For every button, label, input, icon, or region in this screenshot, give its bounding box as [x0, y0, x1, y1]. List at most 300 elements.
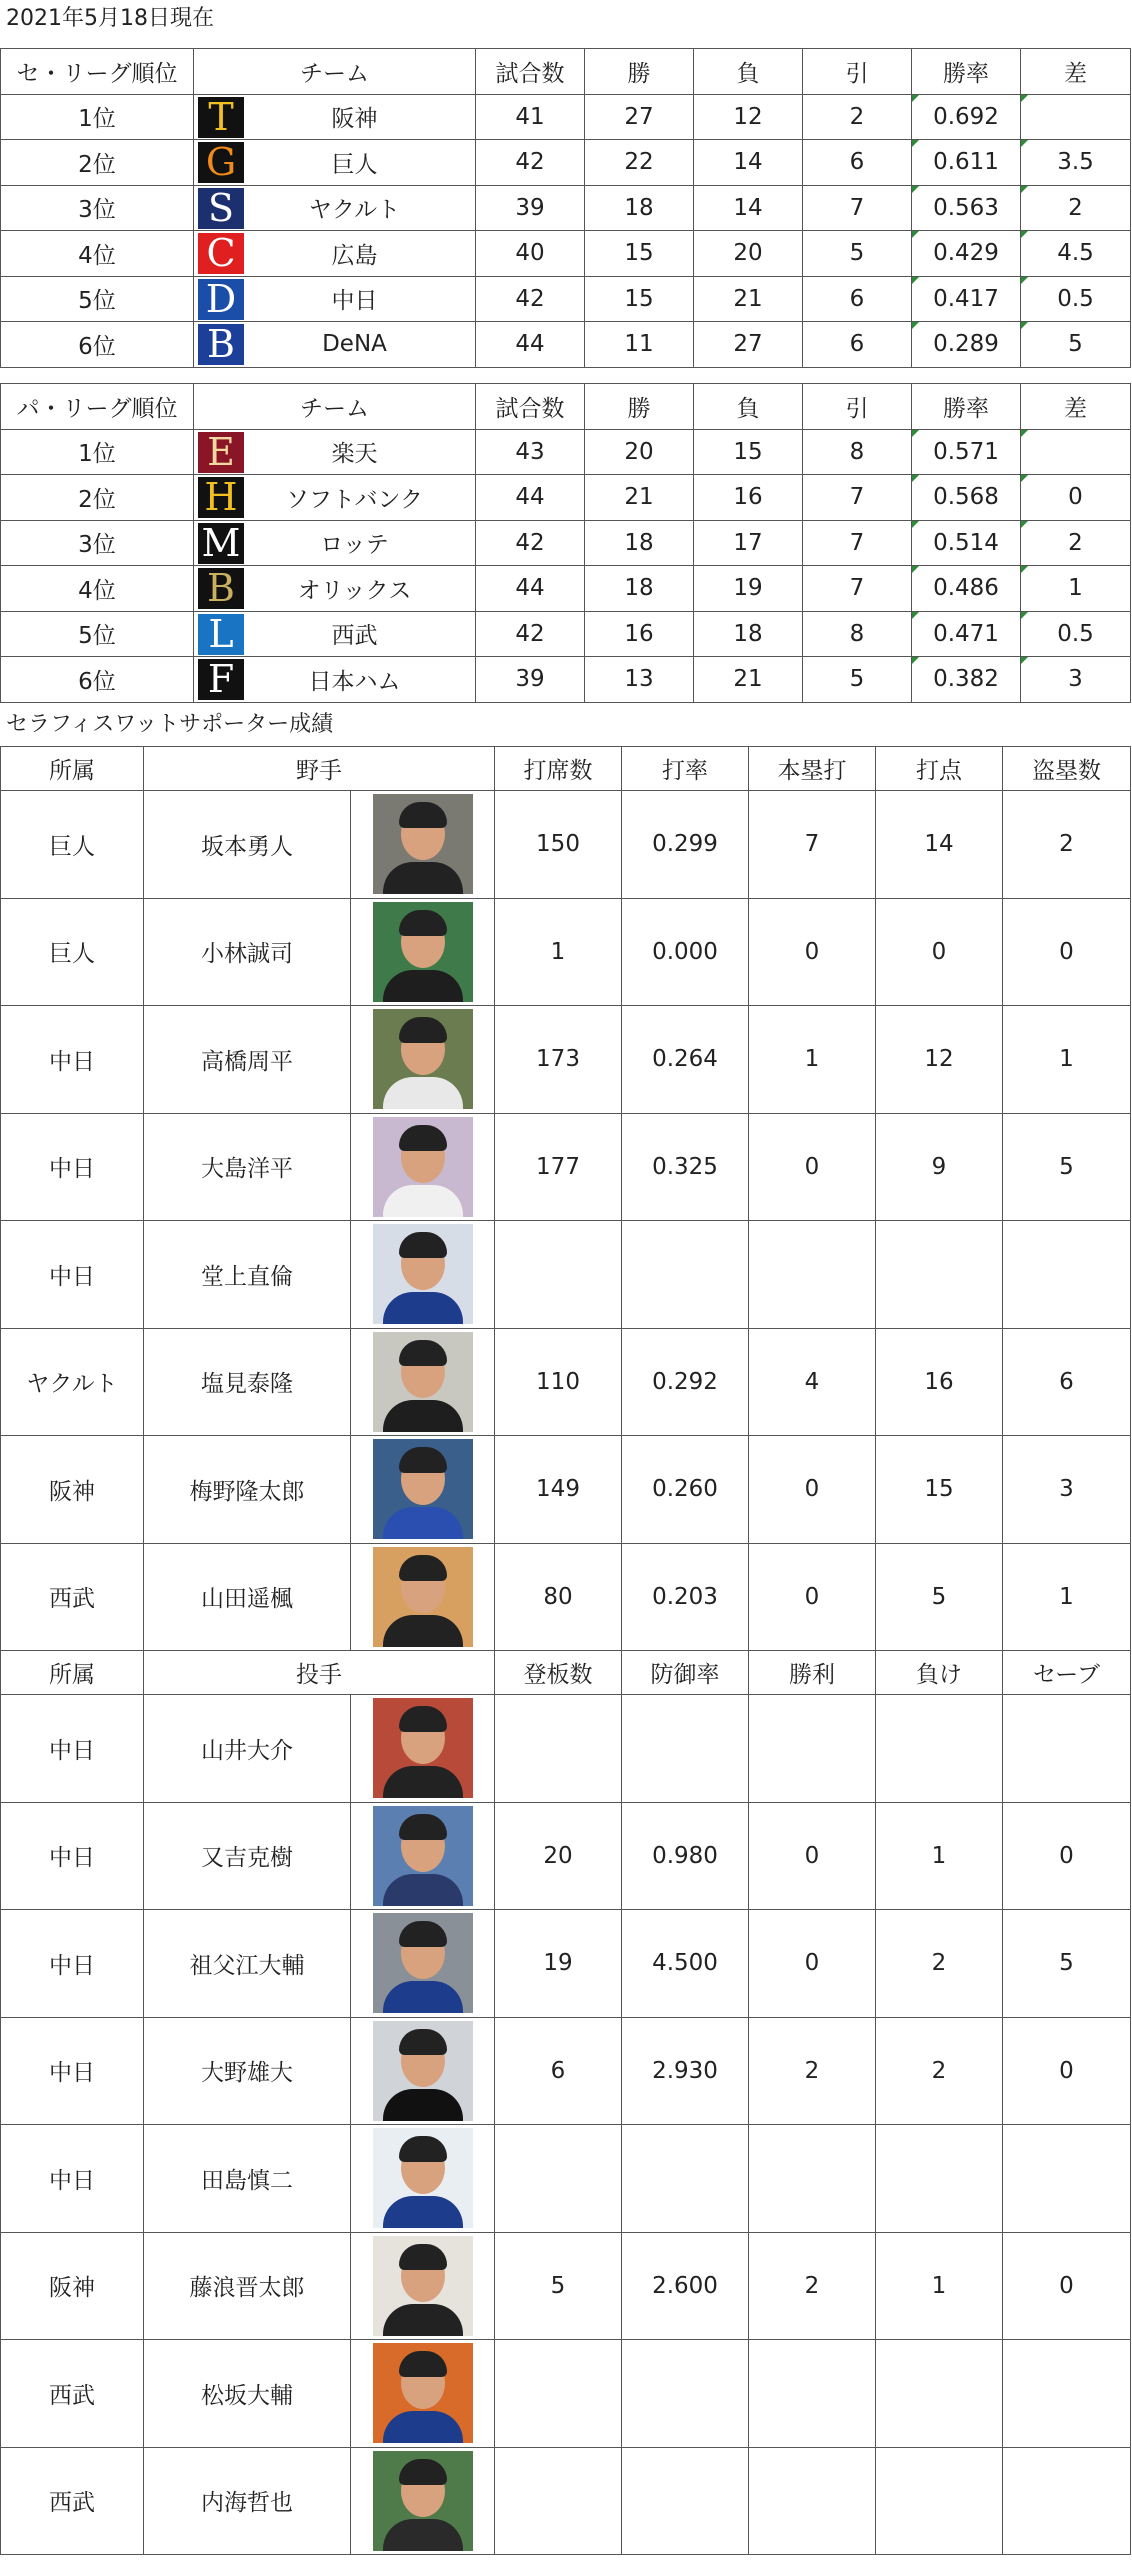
team-cell [194, 520, 476, 566]
appearances-cell [495, 2447, 622, 2555]
column-header: 投手 [144, 1651, 495, 1695]
photo-cell [351, 1802, 495, 1910]
wins-cell [749, 2340, 876, 2448]
wins-cell: 20 [585, 429, 694, 475]
appearances-cell [495, 1695, 622, 1803]
player-row [1, 898, 1131, 1006]
team-name: 楽天 [331, 441, 378, 468]
losses-cell: 16 [694, 475, 803, 521]
standings-row [1, 566, 1131, 612]
player-name: 大島洋平 [144, 1113, 351, 1221]
win-pct-cell: 0.571 [912, 429, 1021, 475]
draws-cell: 6 [803, 322, 912, 368]
draws-cell: 7 [803, 475, 912, 521]
player-row [1, 1113, 1131, 1221]
wins-cell: 18 [585, 520, 694, 566]
home-runs-cell: 7 [749, 791, 876, 899]
date-caption: 2021年5月18日現在 [6, 6, 214, 31]
column-header: 負 [694, 49, 803, 95]
team-logo: M [198, 523, 244, 564]
column-header: 負け [876, 1651, 1003, 1695]
player-name: 小林誠司 [144, 898, 351, 1006]
games-behind-cell: 0 [1021, 475, 1131, 521]
draws-cell: 8 [803, 611, 912, 657]
wins-cell: 13 [585, 657, 694, 703]
team-cell [194, 475, 476, 521]
player-row [1, 1910, 1131, 2018]
win-pct-cell: 0.417 [912, 276, 1021, 322]
batting-avg-cell: 0.325 [622, 1113, 749, 1221]
column-header: 所属 [1, 1651, 144, 1695]
player-name: 内海哲也 [144, 2447, 351, 2555]
losses-cell: 1 [876, 1802, 1003, 1910]
team-logo: L [198, 614, 244, 655]
home-runs-cell: 1 [749, 1006, 876, 1114]
era-cell [622, 2125, 749, 2233]
team-name: オリックス [297, 577, 412, 604]
rbi-cell: 16 [876, 1328, 1003, 1436]
wins-cell: 27 [585, 94, 694, 140]
photo-cell [351, 791, 495, 899]
team-name: ソフトバンク [285, 486, 424, 513]
team-logo: B [198, 568, 244, 609]
saves-cell: 5 [1003, 1910, 1131, 2018]
team-cell [194, 185, 476, 231]
rbi-cell: 5 [876, 1543, 1003, 1651]
team-logo: B [198, 324, 244, 365]
column-header: 登板数 [495, 1651, 622, 1695]
losses-cell: 1 [876, 2232, 1003, 2340]
player-row [1, 2232, 1131, 2340]
team-cell: 阪神 [1, 1436, 144, 1544]
games-behind-cell: 5 [1021, 322, 1131, 368]
photo-cell [351, 1221, 495, 1329]
player-photo [373, 2451, 473, 2551]
plate-appearances-cell: 80 [495, 1543, 622, 1651]
win-pct-cell: 0.486 [912, 566, 1021, 612]
games-cell: 42 [476, 611, 585, 657]
team-logo: E [198, 432, 244, 473]
photo-cell [351, 1436, 495, 1544]
column-header: チーム [194, 49, 476, 95]
games-behind-cell: 0.5 [1021, 276, 1131, 322]
photo-cell [351, 2017, 495, 2125]
games-cell: 42 [476, 520, 585, 566]
saves-cell [1003, 2340, 1131, 2448]
player-photo [373, 794, 473, 894]
rank-cell: 4位 [1, 566, 194, 612]
photo-cell [351, 2340, 495, 2448]
stolen-bases-cell: 1 [1003, 1006, 1131, 1114]
player-name: 坂本勇人 [144, 791, 351, 899]
player-name: 塩見泰隆 [144, 1328, 351, 1436]
standings-row [1, 94, 1131, 140]
column-header: 勝 [585, 384, 694, 430]
standings-row [1, 657, 1131, 703]
team-cell: 中日 [1, 1006, 144, 1114]
player-row [1, 1006, 1131, 1114]
player-name: 祖父江大輔 [144, 1910, 351, 2018]
era-cell: 4.500 [622, 1910, 749, 2018]
player-name: 高橋周平 [144, 1006, 351, 1114]
player-photo [373, 2236, 473, 2336]
player-photo [373, 1698, 473, 1798]
draws-cell: 2 [803, 94, 912, 140]
player-row [1, 2447, 1131, 2555]
team-cell: 中日 [1, 1802, 144, 1910]
team-name: DeNA [322, 331, 387, 358]
rank-cell: 3位 [1, 520, 194, 566]
batting-avg-cell: 0.299 [622, 791, 749, 899]
column-header: 打席数 [495, 747, 622, 791]
win-pct-cell: 0.382 [912, 657, 1021, 703]
table-header-row [1, 1651, 1131, 1695]
games-behind-cell [1021, 94, 1131, 140]
win-pct-cell: 0.514 [912, 520, 1021, 566]
plate-appearances-cell: 177 [495, 1113, 622, 1221]
appearances-cell [495, 2340, 622, 2448]
losses-cell [876, 2447, 1003, 2555]
losses-cell: 17 [694, 520, 803, 566]
team-name: 日本ハム [308, 668, 401, 695]
stolen-bases-cell [1003, 1221, 1131, 1329]
player-photo [373, 1009, 473, 1109]
column-header: 試合数 [476, 384, 585, 430]
standings-row [1, 322, 1131, 368]
appearances-cell: 20 [495, 1802, 622, 1910]
stolen-bases-cell: 1 [1003, 1543, 1131, 1651]
losses-cell: 15 [694, 429, 803, 475]
player-name: 田島慎二 [144, 2125, 351, 2233]
win-pct-cell: 0.611 [912, 140, 1021, 186]
losses-cell: 19 [694, 566, 803, 612]
wins-cell: 0 [749, 1802, 876, 1910]
player-row [1, 2340, 1131, 2448]
wins-cell: 16 [585, 611, 694, 657]
wins-cell [749, 2447, 876, 2555]
rbi-cell: 9 [876, 1113, 1003, 1221]
batting-avg-cell: 0.260 [622, 1436, 749, 1544]
team-cell [194, 231, 476, 277]
losses-cell: 27 [694, 322, 803, 368]
column-header: 勝利 [749, 1651, 876, 1695]
rbi-cell: 14 [876, 791, 1003, 899]
draws-cell: 6 [803, 276, 912, 322]
wins-cell: 0 [749, 1910, 876, 2018]
player-name: 大野雄大 [144, 2017, 351, 2125]
team-name: ロッテ [320, 532, 389, 559]
rank-cell: 6位 [1, 322, 194, 368]
standings-row [1, 276, 1131, 322]
wins-cell: 22 [585, 140, 694, 186]
table-header-row [1, 384, 1131, 430]
games-cell: 40 [476, 231, 585, 277]
draws-cell: 7 [803, 520, 912, 566]
wins-cell: 18 [585, 185, 694, 231]
era-cell: 2.600 [622, 2232, 749, 2340]
player-name: 藤浪晋太郎 [144, 2232, 351, 2340]
player-row [1, 2017, 1131, 2125]
supporters-caption: セラフィスワットサポーター成績 [6, 712, 334, 737]
era-cell [622, 1695, 749, 1803]
column-header: 試合数 [476, 49, 585, 95]
player-name: 山井大介 [144, 1695, 351, 1803]
player-photo [373, 2021, 473, 2121]
photo-cell [351, 1543, 495, 1651]
standings-row [1, 475, 1131, 521]
team-cell [194, 566, 476, 612]
central-league-standings-table [0, 48, 1131, 368]
player-photo [373, 1224, 473, 1324]
wins-cell: 2 [749, 2017, 876, 2125]
rbi-cell [876, 1221, 1003, 1329]
saves-cell [1003, 1695, 1131, 1803]
team-name: 阪神 [331, 106, 378, 133]
era-cell: 2.930 [622, 2017, 749, 2125]
losses-cell: 2 [876, 2017, 1003, 2125]
home-runs-cell [749, 1221, 876, 1329]
wins-cell: 11 [585, 322, 694, 368]
column-header: 差 [1021, 49, 1131, 95]
games-cell: 39 [476, 185, 585, 231]
team-name: 中日 [331, 288, 378, 315]
appearances-cell: 5 [495, 2232, 622, 2340]
player-name: 山田遥楓 [144, 1543, 351, 1651]
era-cell: 0.980 [622, 1802, 749, 1910]
rank-cell: 5位 [1, 276, 194, 322]
losses-cell: 14 [694, 185, 803, 231]
photo-cell [351, 1695, 495, 1803]
team-cell: 西武 [1, 1543, 144, 1651]
games-behind-cell: 2 [1021, 520, 1131, 566]
rank-cell: 4位 [1, 231, 194, 277]
standings-row [1, 520, 1131, 566]
team-name: ヤクルト [308, 197, 401, 224]
player-row [1, 1802, 1131, 1910]
team-cell [194, 140, 476, 186]
draws-cell: 7 [803, 185, 912, 231]
team-cell: 中日 [1, 1910, 144, 2018]
column-header: セーブ [1003, 1651, 1131, 1695]
saves-cell [1003, 2125, 1131, 2233]
photo-cell [351, 1113, 495, 1221]
team-cell: 中日 [1, 1695, 144, 1803]
team-cell: 西武 [1, 2447, 144, 2555]
wins-cell: 15 [585, 231, 694, 277]
draws-cell: 6 [803, 140, 912, 186]
player-row [1, 791, 1131, 899]
column-header: 本塁打 [749, 747, 876, 791]
column-header: セ・リーグ順位 [1, 49, 194, 95]
draws-cell: 5 [803, 657, 912, 703]
player-row [1, 1436, 1131, 1544]
standings-row [1, 611, 1131, 657]
games-behind-cell: 3.5 [1021, 140, 1131, 186]
games-cell: 43 [476, 429, 585, 475]
era-cell [622, 2340, 749, 2448]
team-cell: 巨人 [1, 791, 144, 899]
player-row [1, 1328, 1131, 1436]
appearances-cell: 6 [495, 2017, 622, 2125]
games-cell: 44 [476, 475, 585, 521]
player-row [1, 1695, 1131, 1803]
team-logo: S [198, 188, 244, 229]
column-header: 勝 [585, 49, 694, 95]
column-header: 引 [803, 49, 912, 95]
games-cell: 42 [476, 276, 585, 322]
wins-cell [749, 2125, 876, 2233]
column-header: 勝率 [912, 384, 1021, 430]
rank-cell: 2位 [1, 475, 194, 521]
losses-cell: 12 [694, 94, 803, 140]
losses-cell: 18 [694, 611, 803, 657]
team-cell [194, 276, 476, 322]
appearances-cell: 19 [495, 1910, 622, 2018]
player-name: 松坂大輔 [144, 2340, 351, 2448]
games-cell: 41 [476, 94, 585, 140]
home-runs-cell: 0 [749, 1543, 876, 1651]
table-header-row [1, 747, 1131, 791]
photo-cell [351, 1328, 495, 1436]
supporter-stats-table [0, 746, 1131, 2555]
rbi-cell: 0 [876, 898, 1003, 1006]
win-pct-cell: 0.471 [912, 611, 1021, 657]
games-behind-cell: 2 [1021, 185, 1131, 231]
draws-cell: 7 [803, 566, 912, 612]
team-logo: T [198, 97, 244, 138]
standings-row [1, 185, 1131, 231]
rank-cell: 5位 [1, 611, 194, 657]
player-photo [373, 1806, 473, 1906]
batting-avg-cell: 0.292 [622, 1328, 749, 1436]
player-name: 梅野隆太郎 [144, 1436, 351, 1544]
games-behind-cell: 1 [1021, 566, 1131, 612]
column-header: 差 [1021, 384, 1131, 430]
team-name: 巨人 [331, 151, 378, 178]
column-header: チーム [194, 384, 476, 430]
games-behind-cell: 4.5 [1021, 231, 1131, 277]
pacific-league-standings-table [0, 383, 1131, 703]
rank-cell: 1位 [1, 429, 194, 475]
games-cell: 44 [476, 566, 585, 612]
batting-avg-cell: 0.264 [622, 1006, 749, 1114]
losses-cell: 21 [694, 276, 803, 322]
photo-cell [351, 2125, 495, 2233]
wins-cell [749, 1695, 876, 1803]
plate-appearances-cell: 1 [495, 898, 622, 1006]
era-cell [622, 2447, 749, 2555]
player-photo [373, 2343, 473, 2443]
column-header: 所属 [1, 747, 144, 791]
losses-cell: 21 [694, 657, 803, 703]
team-name: 西武 [331, 623, 378, 650]
team-logo: G [198, 142, 244, 183]
losses-cell [876, 2340, 1003, 2448]
rank-cell: 2位 [1, 140, 194, 186]
column-header: 打点 [876, 747, 1003, 791]
plate-appearances-cell: 173 [495, 1006, 622, 1114]
player-name: 又吉克樹 [144, 1802, 351, 1910]
wins-cell: 2 [749, 2232, 876, 2340]
home-runs-cell: 4 [749, 1328, 876, 1436]
column-header: 防御率 [622, 1651, 749, 1695]
team-cell [194, 94, 476, 140]
saves-cell: 0 [1003, 1802, 1131, 1910]
draws-cell: 5 [803, 231, 912, 277]
stolen-bases-cell: 5 [1003, 1113, 1131, 1221]
team-name: 広島 [331, 242, 378, 269]
games-cell: 44 [476, 322, 585, 368]
team-cell: 中日 [1, 2125, 144, 2233]
team-cell: 中日 [1, 2017, 144, 2125]
player-photo [373, 1913, 473, 2013]
player-photo [373, 1332, 473, 1432]
team-logo: H [198, 477, 244, 518]
wins-cell: 15 [585, 276, 694, 322]
wins-cell: 18 [585, 566, 694, 612]
games-behind-cell: 3 [1021, 657, 1131, 703]
team-cell: ヤクルト [1, 1328, 144, 1436]
games-behind-cell [1021, 429, 1131, 475]
saves-cell: 0 [1003, 2232, 1131, 2340]
standings-row [1, 231, 1131, 277]
column-header: 負 [694, 384, 803, 430]
team-cell [194, 322, 476, 368]
photo-cell [351, 2232, 495, 2340]
losses-cell: 2 [876, 1910, 1003, 2018]
wins-cell: 21 [585, 475, 694, 521]
standings-row [1, 429, 1131, 475]
player-row [1, 1543, 1131, 1651]
games-behind-cell: 0.5 [1021, 611, 1131, 657]
player-photo [373, 1547, 473, 1647]
column-header: 野手 [144, 747, 495, 791]
win-pct-cell: 0.429 [912, 231, 1021, 277]
column-header: 盗塁数 [1003, 747, 1131, 791]
plate-appearances-cell: 149 [495, 1436, 622, 1544]
win-pct-cell: 0.563 [912, 185, 1021, 231]
draws-cell: 8 [803, 429, 912, 475]
photo-cell [351, 2447, 495, 2555]
batting-avg-cell: 0.203 [622, 1543, 749, 1651]
losses-cell [876, 1695, 1003, 1803]
team-cell: 中日 [1, 1221, 144, 1329]
team-cell [194, 611, 476, 657]
rbi-cell: 15 [876, 1436, 1003, 1544]
plate-appearances-cell: 150 [495, 791, 622, 899]
batting-avg-cell: 0.000 [622, 898, 749, 1006]
games-cell: 42 [476, 140, 585, 186]
player-photo [373, 2128, 473, 2228]
column-header: パ・リーグ順位 [1, 384, 194, 430]
photo-cell [351, 1006, 495, 1114]
batting-avg-cell [622, 1221, 749, 1329]
saves-cell: 0 [1003, 2017, 1131, 2125]
column-header: 勝率 [912, 49, 1021, 95]
column-header: 打率 [622, 747, 749, 791]
team-logo: C [198, 233, 244, 274]
saves-cell [1003, 2447, 1131, 2555]
losses-cell [876, 2125, 1003, 2233]
table-header-row [1, 49, 1131, 95]
team-cell: 中日 [1, 1113, 144, 1221]
stolen-bases-cell: 3 [1003, 1436, 1131, 1544]
home-runs-cell: 0 [749, 1113, 876, 1221]
team-cell [194, 429, 476, 475]
player-photo [373, 1117, 473, 1217]
player-row [1, 2125, 1131, 2233]
player-photo [373, 1439, 473, 1539]
